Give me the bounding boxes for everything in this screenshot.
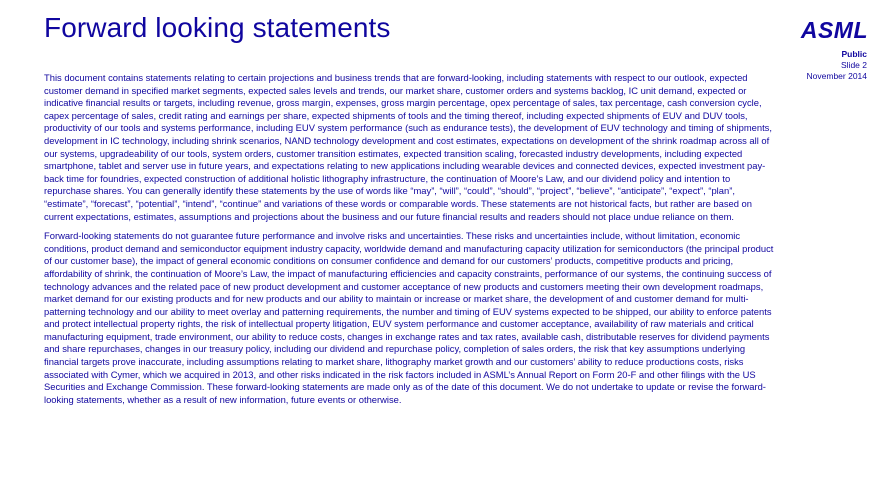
- slide-number: Slide 2: [841, 60, 867, 70]
- slide-meta: [807, 49, 867, 82]
- paragraph-forward-looking: This document contains statements relating to certain projections and business trends that are forward-looking, including statements with respect to our outlook, expected customer demand in specified market segments, expected sales levels and trends, our market share, customer orders and systems backlog, IC unit demand, expected or indicative financial results or targets, including revenue, gross margin, expenses, gross margin percentage, opex percentage of sales, tax percentage, cash conversion cycle, capex percentage of sales, credit rating and earnings per share, expected shipments of tools and the timing thereof, including expected shipments of EUV and DUV tools, productivity of our tools and systems performance, including EUV system performance (such as endurance tests), the development of EUV technology and timing of shipments, development in IC technology, including shrink scenarios, NAND technology development and cost estimates, expectations on development of the shrink roadmap across all of our systems, upgradeability of our tools, system orders, customer transition estimates, expected transition scaling, forecasted industry developments, including expected smartphone, tablet and server use in future years, and expectations relating to new applications including wearable devices and connected devices, expected investment pay-back time for foundries, expected construction of additional holistic lithography infrastructure, the continuation of Moore’s Law, and our dividend policy and intention to repurchase shares. You can generally identify these statements by the use of words like “may”, “will”, “could”, “should”, “project”, “believe”, “anticipate”, “expect”, “plan”, “estimate”, “forecast”, “potential”, “intend”, “continue” and variations of these words or comparable words. These statements are not historical facts, but rather are based on current expectations, estimates, assumptions and projections about the business and our future financial results and readers should not place undue reliance on them.: [44, 72, 772, 222]
- statement-body: [44, 72, 779, 413]
- slide-title: Forward looking statements: [44, 12, 391, 43]
- asml-logo: ASML: [800, 17, 868, 43]
- paragraph-risks: Forward-looking statements do not guarantee future performance and involve risks and uncertainties. These risks and uncertainties include, without limitation, economic conditions, product demand and semiconductor equipment industry capacity, worldwide demand and manufacturing capacity utilization for semiconductors (the principal product of our customer base), the impact of general economic conditions on consumer confidence and demand for our customers’ products, competitive products and pricing, affordability of shrink, the continuation of Moore’s Law, the impact of manufacturing efficiencies and capacity constraints, performance of our systems, the continuing success of technology advances and the related pace of new product development and customer acceptance of new products and customers meeting their own development roadmaps, market demand for our existing products and for new products and our ability to maintain or increase or market share, the development of and customer demand for multi-patterning technology and our ability to meet overlay and patterning requirements, the number and timing of EUV systems expected to be shipped, our ability to enforce patents and protect intellectual property rights, the risk of intellectual property litigation, EUV system performance and customer acceptance, availability of raw materials and critical manufacturing equipment, trade environment, our ability to reduce costs, changes in exchange rates and tax rates, available cash, distributable reserves for dividend payments and share repurchases, changes in our treasury policy, including our dividend and repurchase policy, completion of sales orders, the risk that key assumptions underlying financial targets prove inaccurate, including assumptions relating to market share, lithography market growth and our customers’ ability to reduce productions costs, risks associated with Cymer, which we acquired in 2013, and other risks indicated in the risk factors included in ASML’s Annual Report on Form 20-F and other filings with the US Securities and Exchange Commission. These forward-looking statements are made only as of the date of this document. We do not undertake to update or revise the forward-looking statements, whether as a result of new information, future events or otherwise.: [44, 230, 774, 405]
- slide-date: November 2014: [806, 71, 867, 81]
- classification-label: Public: [841, 49, 867, 59]
